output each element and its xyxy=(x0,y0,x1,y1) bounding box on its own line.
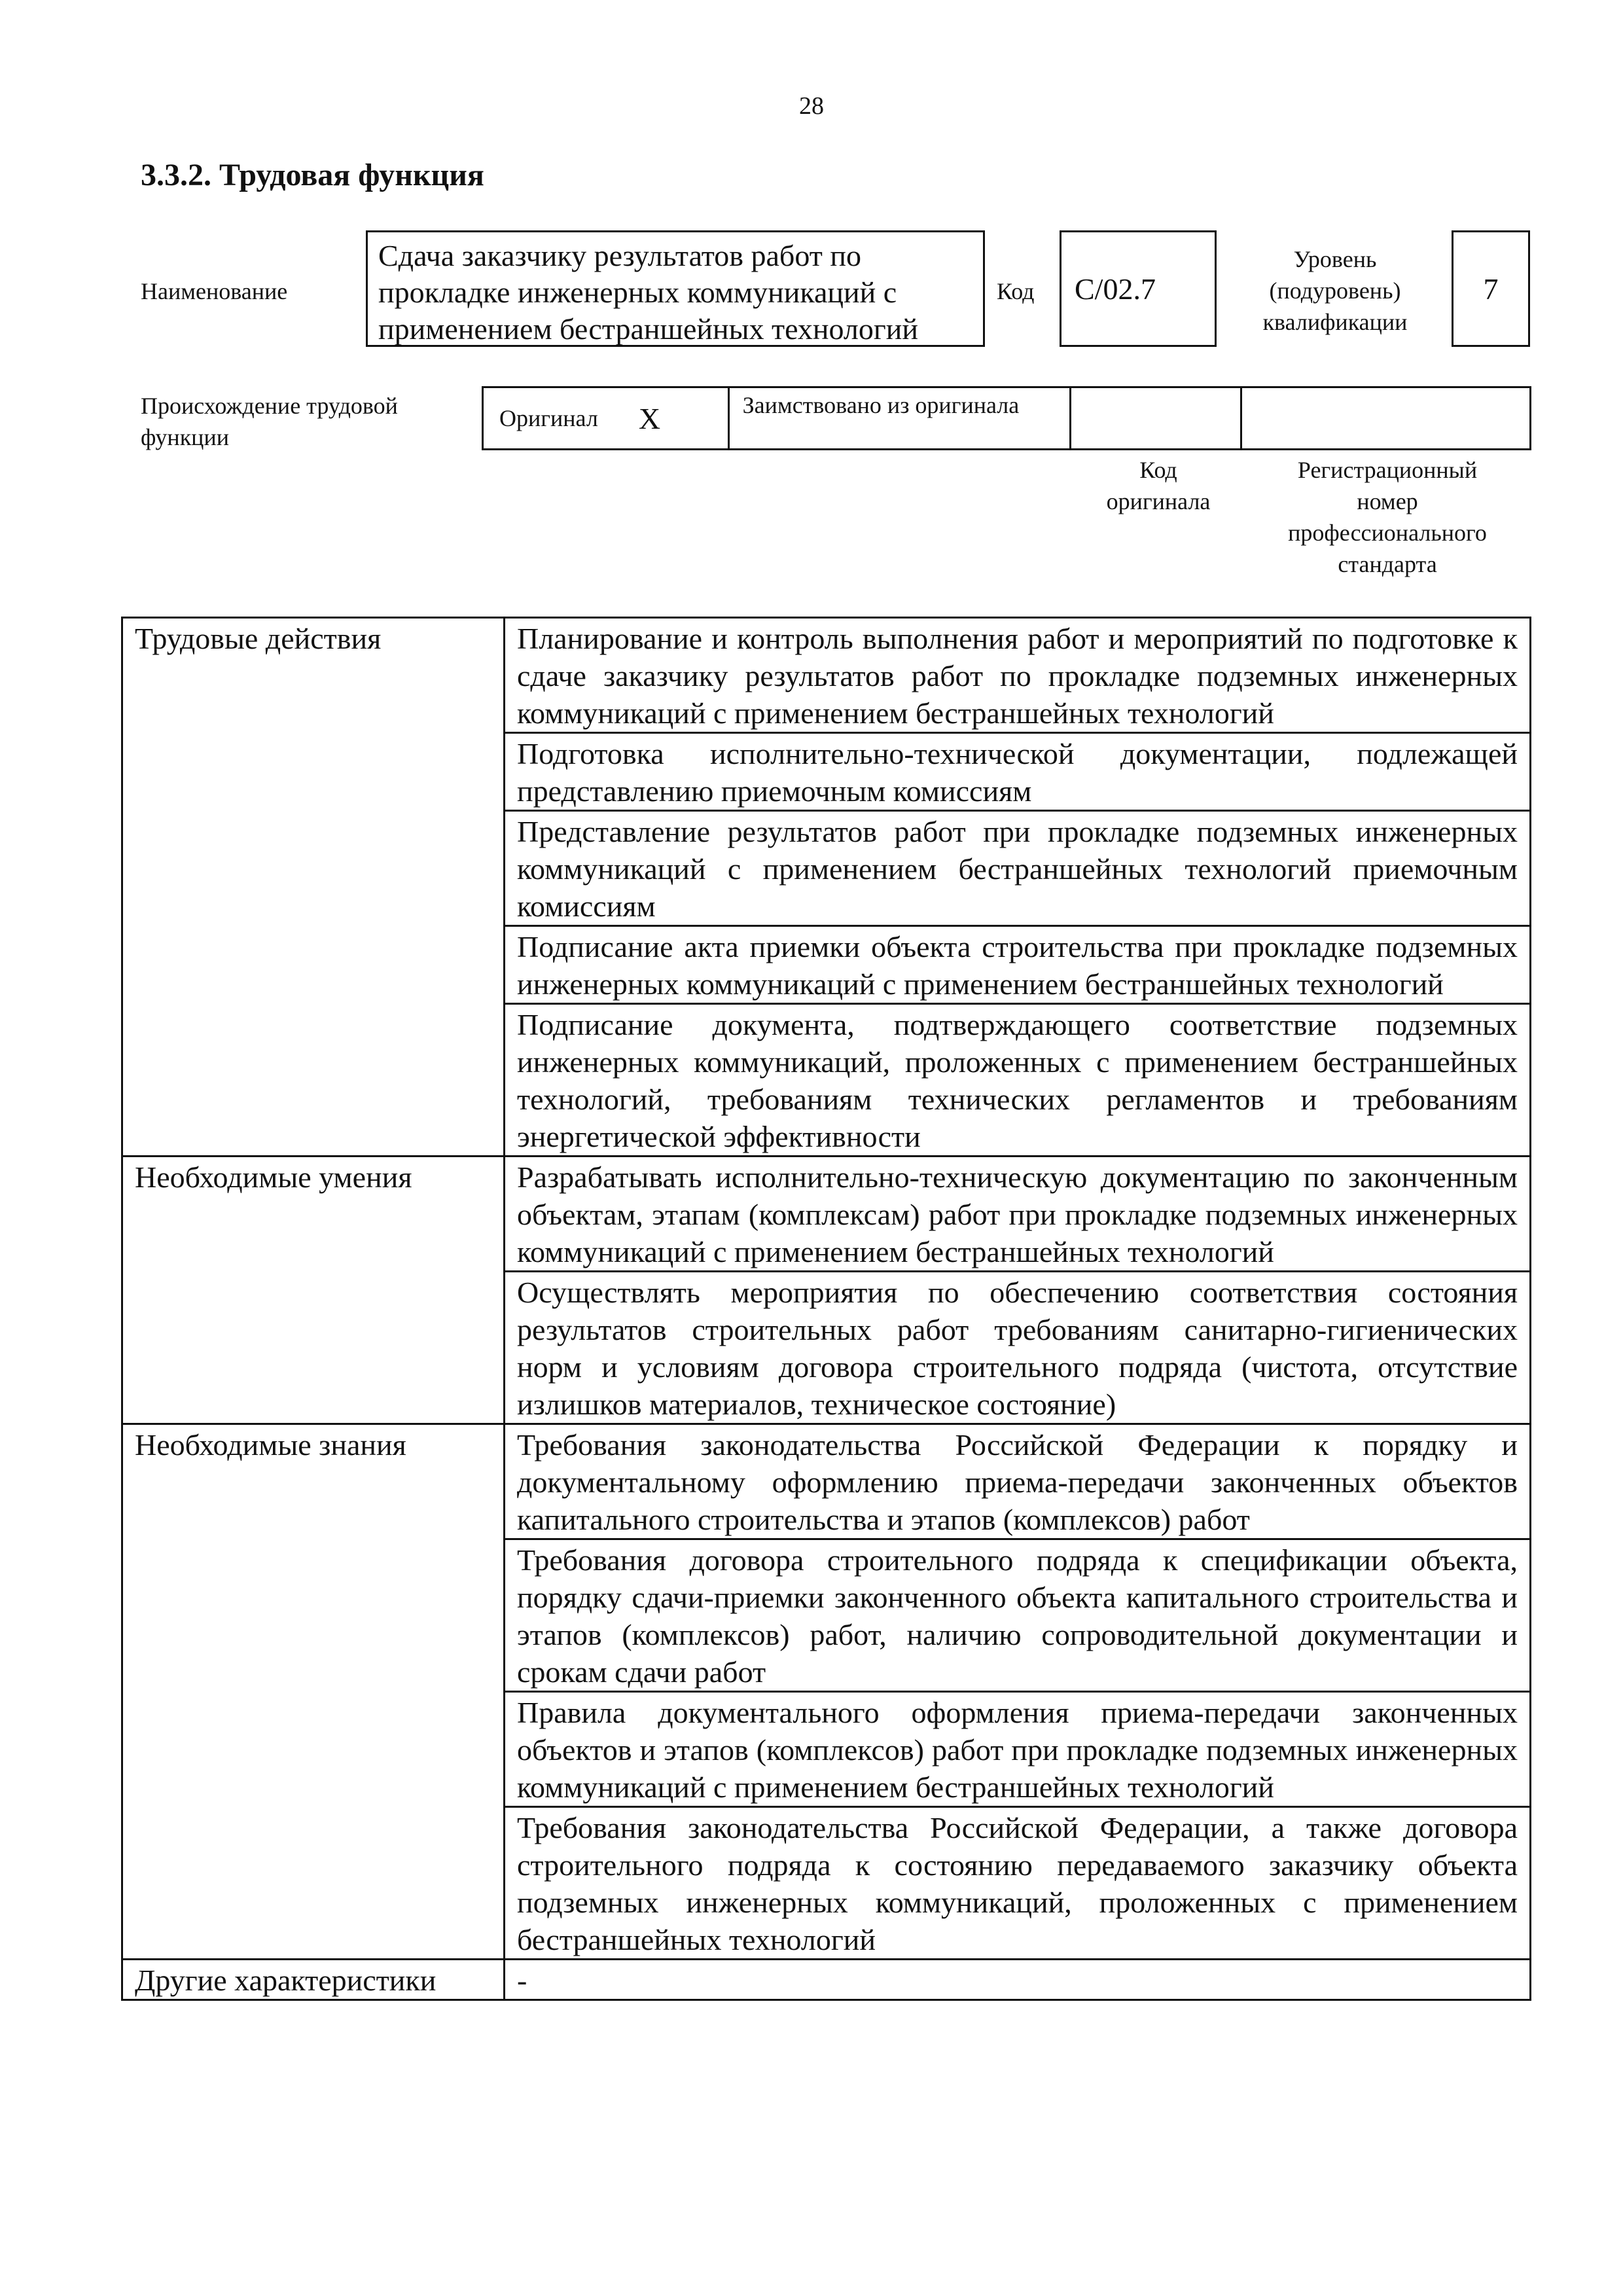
labor-action-2: Подготовка исполнительно-технической документации, подлежащей представлению приемочным комиссиям xyxy=(505,733,1531,811)
code-value: C/02.7 xyxy=(1060,230,1217,347)
original-code-cell xyxy=(1071,388,1242,448)
original-mark: X xyxy=(638,401,661,435)
skill-1: Разрабатывать исполнительно-техническую документацию по законченным объектам, этапам (комплексам) работ при прокладке подземных инженерных коммуникаций с применением бестраншейных технологий xyxy=(505,1157,1531,1272)
level-label xyxy=(1230,243,1440,338)
table-row xyxy=(122,1424,1531,1539)
origin-label: Происхождение трудовой функции xyxy=(141,393,398,450)
registration-number-cell xyxy=(1242,388,1529,448)
reg-caption-line2: номер xyxy=(1357,488,1418,514)
other-label: Другие характеристики xyxy=(122,1960,505,2000)
labor-action-3: Представление результатов работ при прокладке подземных инженерных коммуникаций с применением бестраншейных технологий приемочным комиссиям xyxy=(505,811,1531,926)
code-label: Код xyxy=(997,278,1035,304)
reg-caption-line3: профессионального xyxy=(1288,520,1487,546)
section-title: 3.3.2. Трудовая функция xyxy=(141,158,484,192)
name-label: Наименование xyxy=(141,278,288,304)
registration-caption xyxy=(1247,454,1528,580)
name-value: Сдача заказчику результатов работ по прокладке инженерных коммуникаций с применением бестраншейных технологий xyxy=(366,230,985,347)
knowledge-2: Требования договора строительного подряда к спецификации объекта, порядку сдачи-приемки законченного объекта капитального строительства и этапов (комплексов) работ, наличию сопроводительной документации и срокам сдачи работ xyxy=(505,1539,1531,1692)
other-value: - xyxy=(505,1960,1531,2000)
knowledge-4: Требования законодательства Российской Федерации, а также договора строительного подряда к состоянию передаваемого заказчику объекта подземных инженерных коммуникаций, проложенных с применением бестраншейных технологий xyxy=(505,1807,1531,1960)
original-label: Оригинал xyxy=(499,405,598,431)
skills-label: Необходимые умения xyxy=(122,1157,505,1424)
labor-function-table xyxy=(121,617,1531,2001)
origin-row xyxy=(482,386,1531,450)
labor-action-1: Планирование и контроль выполнения работ и мероприятий по подготовке к сдаче заказчику результатов работ по прокладке подземных инженерных коммуникаций с применением бестраншейных технологий xyxy=(505,618,1531,733)
level-label-line2: (подуровень) xyxy=(1269,278,1401,304)
level-label-line3: квалификации xyxy=(1262,309,1408,335)
code-caption-line2: оригинала xyxy=(1106,488,1211,514)
table-row xyxy=(122,1157,1531,1272)
page-number: 28 xyxy=(799,92,824,120)
code-caption xyxy=(1073,454,1243,517)
knowledge-1: Требования законодательства Российской Федерации к порядку и документальному оформлению приема-передачи законченных объектов капитального строительства и этапов (комплексов) работ xyxy=(505,1424,1531,1539)
knowledge-3: Правила документального оформления приема-передачи законченных объектов и этапов (комплексов) работ при прокладке подземных инженерных коммуникаций с применением бестраншейных технологий xyxy=(505,1692,1531,1807)
borrowed-label: Заимствовано из оригинала xyxy=(742,392,1020,418)
reg-caption-line4: стандарта xyxy=(1338,551,1437,577)
table-row xyxy=(122,1960,1531,2000)
level-value: 7 xyxy=(1452,230,1530,347)
level-label-line1: Уровень xyxy=(1293,246,1377,272)
skill-2: Осуществлять мероприятия по обеспечению соответствия состояния результатов строительных работ требованиям санитарно-гигиенических норм и условиям договора строительного подряда (чистота, отсутствие излишков материалов, техническое состояние) xyxy=(505,1272,1531,1424)
table-row xyxy=(122,618,1531,733)
original-cell xyxy=(484,388,730,448)
borrowed-cell xyxy=(730,388,1071,448)
labor-action-4: Подписание акта приемки объекта строительства при прокладке подземных инженерных коммуникаций с применением бестраншейных технологий xyxy=(505,926,1531,1004)
knowledge-label: Необходимые знания xyxy=(122,1424,505,1960)
labor-action-5: Подписание документа, подтверждающего соответствие подземных инженерных коммуникаций, проложенных с применением бестраншейных технологий, требованиям технических регламентов и требованиям энергетической эффективности xyxy=(505,1004,1531,1157)
code-caption-line1: Код xyxy=(1139,457,1177,483)
reg-caption-line1: Регистрационный xyxy=(1297,457,1478,483)
labor-actions-label: Трудовые действия xyxy=(122,618,505,1157)
